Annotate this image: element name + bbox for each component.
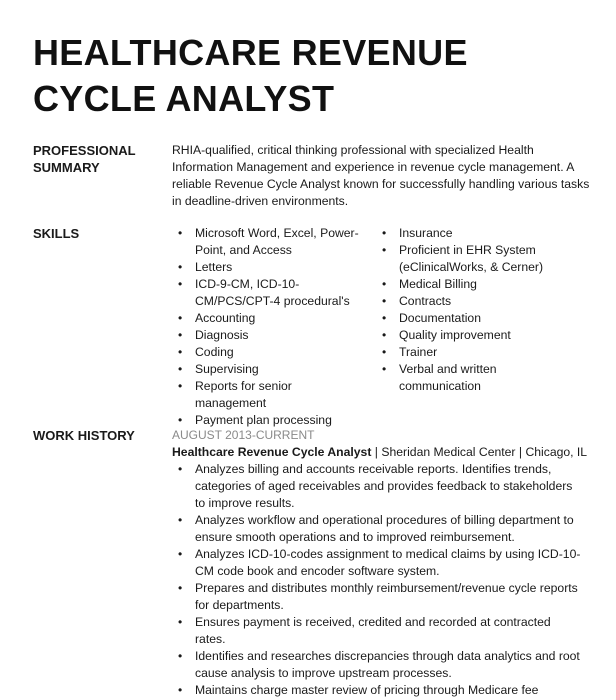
summary-heading: PROFESSIONAL SUMMARY xyxy=(33,143,136,175)
job-duty: • Analyzes billing and accounts receivable reports. Identifies trends, categories of aged receivables and provides feedback to stakeholders to improve results. xyxy=(172,461,582,512)
job-duty: • Analyzes ICD-10-codes assignment to medical claims by using ICD-10-CM code book and encoder software system. xyxy=(172,546,582,580)
job-duty: • Analyzes workflow and operational procedures of billing department to ensure smooth operations and to improved reimbursement. xyxy=(172,512,582,546)
skill-item: • Coding xyxy=(172,344,362,361)
job-entry xyxy=(172,427,592,699)
resume-title: HEALTHCARE REVENUE CYCLE ANALYST xyxy=(33,32,468,119)
summary-text: RHIA-qualified, critical thinking professional with specialized Health Information Management and experience in revenue cycle management. A reliable Revenue Cycle Analyst known for successfully handling various tasks in deadline-driven environments. xyxy=(172,143,590,208)
job-duties-list xyxy=(172,461,582,699)
job-dates: AUGUST 2013-CURRENT xyxy=(172,428,315,442)
skills-heading: SKILLS xyxy=(33,226,80,241)
skill-item: • Contracts xyxy=(376,293,566,310)
skill-item: • Quality improvement xyxy=(376,327,566,344)
skills-list-left xyxy=(172,225,362,429)
job-title: Healthcare Revenue Cycle Analyst xyxy=(172,445,372,459)
job-separator: | xyxy=(515,445,526,459)
skill-item: • Documentation xyxy=(376,310,566,327)
job-separator: | xyxy=(371,445,382,459)
job-duty: • Identifies and researches discrepancies through data analytics and root cause analysis to improve upstream processes. xyxy=(172,648,582,682)
skill-item: • Proficient in EHR System (eClinicalWorks, & Cerner) xyxy=(376,242,566,276)
skill-item: • Insurance xyxy=(376,225,566,242)
skill-item: • Accounting xyxy=(172,310,362,327)
skill-item: • Microsoft Word, Excel, Power-Point, and Access xyxy=(172,225,362,259)
work-history-heading: WORK HISTORY xyxy=(33,428,135,443)
skill-item: • Trainer xyxy=(376,344,566,361)
skill-item: • Letters xyxy=(172,259,362,276)
skill-item: • Reports for senior management xyxy=(172,378,362,412)
skill-item: • Medical Billing xyxy=(376,276,566,293)
skill-item: • Diagnosis xyxy=(172,327,362,344)
skill-item: • Payment plan processing xyxy=(172,412,362,429)
skills-list-right xyxy=(376,225,566,395)
skill-item: • Supervising xyxy=(172,361,362,378)
job-employer: Sheridan Medical Center xyxy=(381,445,516,459)
skill-item: • ICD-9-CM, ICD-10-CM/PCS/CPT-4 procedural's xyxy=(172,276,362,310)
job-duty: • Prepares and distributes monthly reimbursement/revenue cycle reports for departments. xyxy=(172,580,582,614)
job-duty: • Maintains charge master review of pricing through Medicare fee xyxy=(172,682,582,699)
job-duty: • Ensures payment is received, credited and recorded at contracted rates. xyxy=(172,614,582,648)
job-location: Chicago, IL xyxy=(525,445,588,459)
job-heading xyxy=(172,444,592,461)
skill-item: • Verbal and written communication xyxy=(376,361,566,395)
